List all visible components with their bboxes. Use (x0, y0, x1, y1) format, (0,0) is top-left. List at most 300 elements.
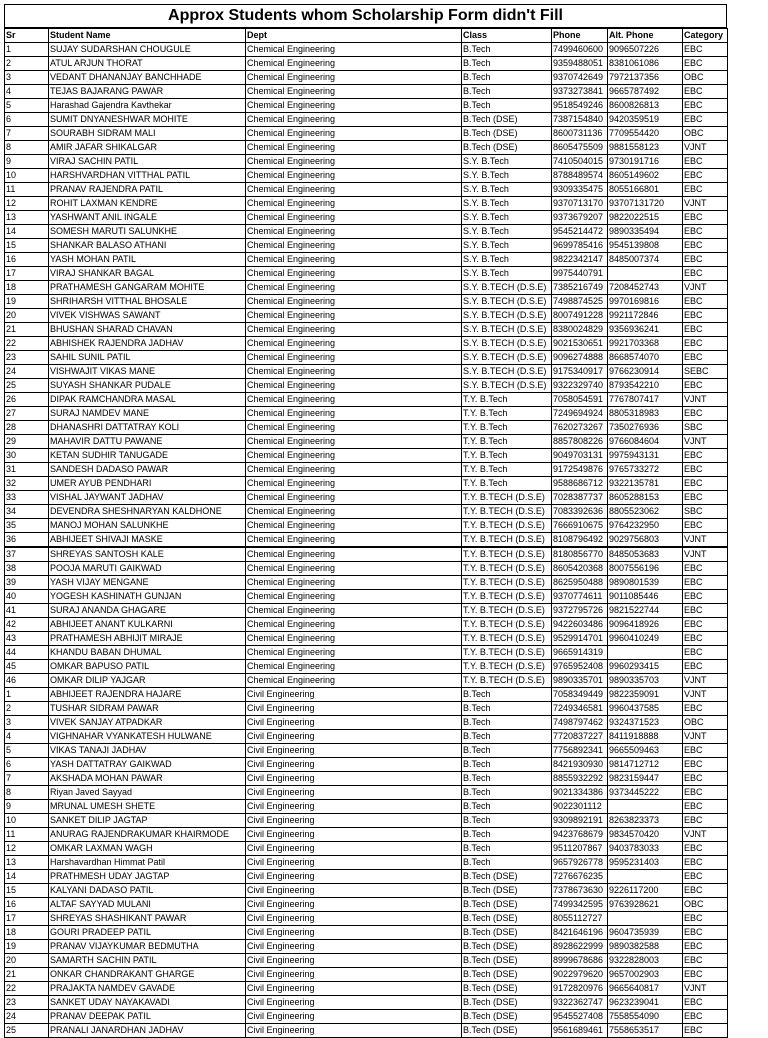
cell-dept: Chemical Engineering (246, 590, 462, 604)
cell-alt-phone: 9029756803 (608, 533, 683, 547)
cell-class: B.Tech (462, 43, 552, 57)
cell-phone: 9022979620 (552, 968, 608, 982)
cell-alt-phone: 9322828003 (608, 954, 683, 968)
cell-category: VJNT (683, 688, 728, 702)
cell-category: EBC (683, 702, 728, 716)
table-row (5, 57, 728, 71)
table-row (5, 702, 728, 716)
cell-dept: Civil Engineering (246, 758, 462, 772)
cell-sr: 15 (5, 884, 49, 898)
cell-alt-phone: 8605288153 (608, 491, 683, 505)
cell-sr: 22 (5, 337, 49, 351)
cell-sr: 29 (5, 435, 49, 449)
cell-class: B.Tech (DSE) (462, 113, 552, 127)
cell-student-name: SURAJ NAMDEV MANE (49, 407, 246, 421)
cell-alt-phone: 9373445222 (608, 786, 683, 800)
table-body (5, 548, 728, 1038)
table-row (5, 800, 728, 814)
cell-class: B.Tech (DSE) (462, 954, 552, 968)
cell-category: VJNT (683, 281, 728, 295)
cell-class: T.Y. B.Tech (462, 407, 552, 421)
cell-class: B.Tech (462, 828, 552, 842)
table-row (5, 632, 728, 646)
cell-sr: 25 (5, 379, 49, 393)
cell-class: B.Tech (462, 856, 552, 870)
cell-dept: Civil Engineering (246, 842, 462, 856)
cell-student-name: VIVEK VISHWAS SAWANT (49, 309, 246, 323)
cell-category: EBC (683, 870, 728, 884)
cell-sr: 39 (5, 576, 49, 590)
cell-dept: Chemical Engineering (246, 351, 462, 365)
cell-phone: 8055112727 (552, 912, 608, 926)
cell-sr: 9 (5, 155, 49, 169)
cell-sr: 24 (5, 1010, 49, 1024)
table-row (5, 239, 728, 253)
cell-class: T.Y. B.TECH (D.S.E) (462, 660, 552, 674)
cell-category: EBC (683, 85, 728, 99)
table-row (5, 1010, 728, 1024)
cell-alt-phone: 8600826813 (608, 99, 683, 113)
cell-dept: Chemical Engineering (246, 141, 462, 155)
table-row (5, 99, 728, 113)
cell-category: OBC (683, 71, 728, 85)
cell-class: B.Tech (DSE) (462, 996, 552, 1010)
cell-dept: Chemical Engineering (246, 604, 462, 618)
cell-category: EBC (683, 744, 728, 758)
cell-sr: 40 (5, 590, 49, 604)
table-row (5, 758, 728, 772)
cell-sr: 11 (5, 828, 49, 842)
cell-phone: 9049703131 (552, 449, 608, 463)
cell-student-name: UMER AYUB PENDHARI (49, 477, 246, 491)
table-row (5, 772, 728, 786)
cell-student-name: YASH MOHAN PATIL (49, 253, 246, 267)
cell-dept: Civil Engineering (246, 884, 462, 898)
cell-alt-phone: 9403783033 (608, 842, 683, 856)
cell-dept: Chemical Engineering (246, 127, 462, 141)
cell-dept: Civil Engineering (246, 688, 462, 702)
table-row (5, 856, 728, 870)
cell-alt-phone: 9821522744 (608, 604, 683, 618)
cell-phone: 7499460600 (552, 43, 608, 57)
cell-alt-phone: 9890335703 (608, 674, 683, 688)
cell-phone: 9372795726 (552, 604, 608, 618)
cell-class: B.Tech (462, 702, 552, 716)
cell-sr: 26 (5, 393, 49, 407)
cell-dept: Chemical Engineering (246, 505, 462, 519)
cell-sr: 2 (5, 702, 49, 716)
cell-dept: Civil Engineering (246, 786, 462, 800)
cell-dept: Chemical Engineering (246, 309, 462, 323)
header-alt-phone: Alt. Phone (608, 29, 683, 43)
cell-sr: 22 (5, 982, 49, 996)
cell-class: B.Tech (DSE) (462, 1010, 552, 1024)
cell-sr: 1 (5, 688, 49, 702)
table-row (5, 197, 728, 211)
cell-sr: 4 (5, 730, 49, 744)
cell-alt-phone: 8793542210 (608, 379, 683, 393)
cell-class: T.Y. B.TECH (D.S.E) (462, 519, 552, 533)
table-row (5, 533, 728, 547)
cell-alt-phone: 7350276936 (608, 421, 683, 435)
cell-student-name: SUMIT DNYANESHWAR MOHITE (49, 113, 246, 127)
table-row (5, 281, 728, 295)
cell-alt-phone: 9657002903 (608, 968, 683, 982)
cell-category: EBC (683, 113, 728, 127)
cell-category: EBC (683, 912, 728, 926)
cell-sr: 5 (5, 99, 49, 113)
table-row (5, 604, 728, 618)
cell-class: B.Tech (462, 99, 552, 113)
table-row (5, 786, 728, 800)
cell-dept: Chemical Engineering (246, 197, 462, 211)
cell-class: B.Tech (462, 85, 552, 99)
cell-phone: 7249694924 (552, 407, 608, 421)
cell-dept: Civil Engineering (246, 996, 462, 1010)
cell-alt-phone: 9764232950 (608, 519, 683, 533)
cell-class: S.Y. B.TECH (D.S.E) (462, 365, 552, 379)
cell-sr: 14 (5, 870, 49, 884)
cell-alt-phone: 9665787492 (608, 85, 683, 99)
table-row (5, 309, 728, 323)
cell-category: SBC (683, 505, 728, 519)
cell-phone: 9172549876 (552, 463, 608, 477)
cell-class: B.Tech (DSE) (462, 870, 552, 884)
cell-student-name: GOURI PRADEEP PATIL (49, 926, 246, 940)
table-row (5, 646, 728, 660)
table-row (5, 814, 728, 828)
cell-phone: 9588686712 (552, 477, 608, 491)
cell-dept: Civil Engineering (246, 982, 462, 996)
table-row (5, 730, 728, 744)
cell-dept: Chemical Engineering (246, 281, 462, 295)
table-row (5, 660, 728, 674)
cell-sr: 12 (5, 842, 49, 856)
cell-phone: 9309335475 (552, 183, 608, 197)
table-row (5, 519, 728, 533)
cell-alt-phone: 8263823373 (608, 814, 683, 828)
cell-phone: 7387154840 (552, 113, 608, 127)
cell-phone: 8108796492 (552, 533, 608, 547)
cell-class: T.Y. B.TECH (D.S.E) (462, 674, 552, 688)
cell-student-name: YOGESH KASHINATH GUNJAN (49, 590, 246, 604)
cell-phone: 7620273267 (552, 421, 608, 435)
cell-sr: 20 (5, 954, 49, 968)
cell-dept: Civil Engineering (246, 898, 462, 912)
cell-dept: Chemical Engineering (246, 225, 462, 239)
table-row (5, 113, 728, 127)
cell-student-name: DEVENDRA SHESHNARYAN KALDHONE (49, 505, 246, 519)
cell-dept: Chemical Engineering (246, 155, 462, 169)
table-row (5, 225, 728, 239)
cell-category: EBC (683, 519, 728, 533)
cell-category: EBC (683, 562, 728, 576)
table-row (5, 505, 728, 519)
table-row (5, 618, 728, 632)
cell-student-name: SUYASH SHANKAR PUDALE (49, 379, 246, 393)
sheet-title: Approx Students whom Scholarship Form didn't Fill (4, 4, 727, 28)
cell-phone: 7498874525 (552, 295, 608, 309)
cell-sr: 1 (5, 43, 49, 57)
header-row (5, 29, 728, 43)
cell-student-name: KETAN SUDHIR TANUGADE (49, 449, 246, 463)
cell-student-name: ABHIJEET ANANT KULKARNI (49, 618, 246, 632)
cell-phone: 7028387737 (552, 491, 608, 505)
cell-alt-phone: 8805523062 (608, 505, 683, 519)
cell-student-name: SANDESH DADASO PAWAR (49, 463, 246, 477)
cell-sr: 37 (5, 548, 49, 562)
cell-dept: Civil Engineering (246, 828, 462, 842)
cell-student-name: SHANKAR BALASO ATHANI (49, 239, 246, 253)
cell-sr: 20 (5, 309, 49, 323)
cell-alt-phone: 9730191716 (608, 155, 683, 169)
cell-phone: 8600731136 (552, 127, 608, 141)
cell-class: T.Y. B.TECH (D.S.E) (462, 548, 552, 562)
cell-phone: 9545214472 (552, 225, 608, 239)
cell-alt-phone (608, 267, 683, 281)
cell-student-name: HARSHVARDHAN VITTHAL PATIL (49, 169, 246, 183)
cell-class: S.Y. B.TECH (D.S.E) (462, 281, 552, 295)
table-row (5, 898, 728, 912)
table-row (5, 141, 728, 155)
table-row (5, 463, 728, 477)
cell-dept: Chemical Engineering (246, 477, 462, 491)
cell-class: T.Y. B.TECH (D.S.E) (462, 562, 552, 576)
table-row (5, 365, 728, 379)
cell-category: EBC (683, 267, 728, 281)
cell-sr: 34 (5, 505, 49, 519)
cell-category: EBC (683, 43, 728, 57)
cell-category: EBC (683, 926, 728, 940)
cell-category: EBC (683, 954, 728, 968)
cell-dept: Chemical Engineering (246, 267, 462, 281)
cell-student-name: VEDANT DHANANJAY BANCHHADE (49, 71, 246, 85)
cell-phone: 9370774611 (552, 590, 608, 604)
cell-category: EBC (683, 996, 728, 1010)
cell-student-name: VIRAJ SHANKAR BAGAL (49, 267, 246, 281)
cell-sr: 16 (5, 253, 49, 267)
cell-dept: Chemical Engineering (246, 99, 462, 113)
cell-alt-phone (608, 912, 683, 926)
cell-alt-phone: 9604735939 (608, 926, 683, 940)
cell-sr: 16 (5, 898, 49, 912)
cell-category: EBC (683, 884, 728, 898)
cell-student-name: ABHIJEET RAJENDRA HAJARE (49, 688, 246, 702)
cell-alt-phone: 9766084604 (608, 435, 683, 449)
cell-category: VJNT (683, 828, 728, 842)
cell-phone: 9359488051 (552, 57, 608, 71)
cell-alt-phone: 8485053683 (608, 548, 683, 562)
cell-dept: Civil Engineering (246, 954, 462, 968)
cell-class: S.Y. B.TECH (D.S.E) (462, 379, 552, 393)
cell-phone: 8928622999 (552, 940, 608, 954)
table-row (5, 688, 728, 702)
cell-class: B.Tech (DSE) (462, 1024, 552, 1038)
cell-alt-phone: 8605149602 (608, 169, 683, 183)
cell-student-name: Harashad Gajendra Kavthekar (49, 99, 246, 113)
cell-sr: 43 (5, 632, 49, 646)
cell-alt-phone: 7558653517 (608, 1024, 683, 1038)
cell-dept: Civil Engineering (246, 968, 462, 982)
cell-phone: 7378673630 (552, 884, 608, 898)
cell-phone: 8625950488 (552, 576, 608, 590)
cell-class: T.Y. B.Tech (462, 463, 552, 477)
cell-student-name: PRANAV DEEPAK PATIL (49, 1010, 246, 1024)
cell-sr: 31 (5, 463, 49, 477)
cell-category: VJNT (683, 674, 728, 688)
cell-student-name: SANKET DILIP JAGTAP (49, 814, 246, 828)
cell-sr: 36 (5, 533, 49, 547)
cell-category: EBC (683, 449, 728, 463)
cell-sr: 8 (5, 141, 49, 155)
table-row (5, 548, 728, 562)
cell-student-name: YASH VIJAY MENGANE (49, 576, 246, 590)
cell-class: S.Y. B.Tech (462, 197, 552, 211)
cell-class: T.Y. B.TECH (D.S.E) (462, 646, 552, 660)
cell-alt-phone: 9545139808 (608, 239, 683, 253)
cell-sr: 44 (5, 646, 49, 660)
cell-sr: 41 (5, 604, 49, 618)
cell-category: EBC (683, 463, 728, 477)
cell-student-name: VIGHNAHAR VYANKATESH HULWANE (49, 730, 246, 744)
cell-student-name: AKSHADA MOHAN PAWAR (49, 772, 246, 786)
cell-phone: 9322362747 (552, 996, 608, 1010)
cell-alt-phone: 9960410249 (608, 632, 683, 646)
cell-category: EBC (683, 772, 728, 786)
cell-phone: 7666910675 (552, 519, 608, 533)
cell-sr: 17 (5, 267, 49, 281)
cell-student-name: YASH DATTATRAY GAIKWAD (49, 758, 246, 772)
cell-sr: 13 (5, 211, 49, 225)
cell-sr: 7 (5, 127, 49, 141)
table-row (5, 449, 728, 463)
cell-alt-phone: 8055166801 (608, 183, 683, 197)
cell-category: EBC (683, 1024, 728, 1038)
cell-class: B.Tech (DSE) (462, 898, 552, 912)
cell-category: SBC (683, 421, 728, 435)
cell-dept: Chemical Engineering (246, 169, 462, 183)
cell-alt-phone: 9096418926 (608, 618, 683, 632)
cell-alt-phone: 9822359091 (608, 688, 683, 702)
cell-alt-phone (608, 646, 683, 660)
cell-category: OBC (683, 716, 728, 730)
cell-category: EBC (683, 786, 728, 800)
cell-class: B.Tech (DSE) (462, 884, 552, 898)
cell-phone: 9822342147 (552, 253, 608, 267)
cell-category: EBC (683, 604, 728, 618)
table-row (5, 85, 728, 99)
cell-sr: 33 (5, 491, 49, 505)
cell-student-name: PRATHAMESH GANGARAM MOHITE (49, 281, 246, 295)
cell-student-name: PRANAV VIJAYKUMAR BEDMUTHA (49, 940, 246, 954)
table-row (5, 421, 728, 435)
cell-category: EBC (683, 351, 728, 365)
cell-dept: Civil Engineering (246, 926, 462, 940)
table-row (5, 912, 728, 926)
table-row (5, 884, 728, 898)
cell-student-name: KALYANI DADASO PATIL (49, 884, 246, 898)
cell-category: EBC (683, 632, 728, 646)
cell-student-name: VIRAJ SACHIN PATIL (49, 155, 246, 169)
cell-category: EBC (683, 169, 728, 183)
cell-class: T.Y. B.TECH (D.S.E) (462, 618, 552, 632)
cell-sr: 19 (5, 295, 49, 309)
cell-dept: Chemical Engineering (246, 379, 462, 393)
cell-phone: 8855932292 (552, 772, 608, 786)
cell-alt-phone: 8411918888 (608, 730, 683, 744)
cell-category: EBC (683, 477, 728, 491)
cell-class: S.Y. B.Tech (462, 211, 552, 225)
cell-sr: 12 (5, 197, 49, 211)
cell-alt-phone: 9766230914 (608, 365, 683, 379)
cell-category: EBC (683, 323, 728, 337)
cell-student-name: BHUSHAN SHARAD CHAVAN (49, 323, 246, 337)
cell-phone: 9370742649 (552, 71, 608, 85)
cell-student-name: MAHAVIR DATTU PAWANE (49, 435, 246, 449)
cell-phone: 9373273841 (552, 85, 608, 99)
cell-phone: 7756892341 (552, 744, 608, 758)
cell-class: S.Y. B.TECH (D.S.E) (462, 351, 552, 365)
cell-sr: 42 (5, 618, 49, 632)
cell-phone: 9511207867 (552, 842, 608, 856)
cell-class: B.Tech (462, 842, 552, 856)
cell-class: T.Y. B.Tech (462, 393, 552, 407)
table-row (5, 926, 728, 940)
cell-student-name: DHANASHRI DATTATRAY KOLI (49, 421, 246, 435)
cell-dept: Chemical Engineering (246, 71, 462, 85)
cell-sr: 2 (5, 57, 49, 71)
cell-student-name: SHREYAS SANTOSH KALE (49, 548, 246, 562)
table-row (5, 576, 728, 590)
cell-class: B.Tech (462, 730, 552, 744)
cell-student-name: SOMESH MARUTI SALUNKHE (49, 225, 246, 239)
cell-class: S.Y. B.Tech (462, 267, 552, 281)
cell-alt-phone: 9890335494 (608, 225, 683, 239)
cell-category: SEBC (683, 365, 728, 379)
cell-dept: Chemical Engineering (246, 646, 462, 660)
cell-class: T.Y. B.TECH (D.S.E) (462, 491, 552, 505)
cell-class: S.Y. B.Tech (462, 239, 552, 253)
cell-class: B.Tech (462, 688, 552, 702)
cell-sr: 23 (5, 996, 49, 1010)
cell-alt-phone: 9595231403 (608, 856, 683, 870)
table-row (5, 393, 728, 407)
table-row (5, 435, 728, 449)
cell-category: EBC (683, 295, 728, 309)
cell-phone: 9021530651 (552, 337, 608, 351)
table-row (5, 183, 728, 197)
cell-alt-phone: 9665509463 (608, 744, 683, 758)
cell-category: EBC (683, 253, 728, 267)
cell-alt-phone: 9420359519 (608, 113, 683, 127)
table-body (5, 43, 728, 547)
cell-sr: 3 (5, 716, 49, 730)
cell-student-name: ABHISHEK RAJENDRA JADHAV (49, 337, 246, 351)
cell-category: EBC (683, 618, 728, 632)
cell-category: EBC (683, 211, 728, 225)
cell-sr: 21 (5, 323, 49, 337)
table-row (5, 716, 728, 730)
cell-alt-phone: 7972137356 (608, 71, 683, 85)
table-row (5, 828, 728, 842)
cell-student-name: PRANALI JANARDHAN JADHAV (49, 1024, 246, 1038)
cell-category: EBC (683, 800, 728, 814)
cell-category: VJNT (683, 533, 728, 547)
cell-category: EBC (683, 99, 728, 113)
cell-alt-phone: 9970169816 (608, 295, 683, 309)
cell-alt-phone: 9322135781 (608, 477, 683, 491)
students-table-part-2 (4, 547, 728, 1038)
